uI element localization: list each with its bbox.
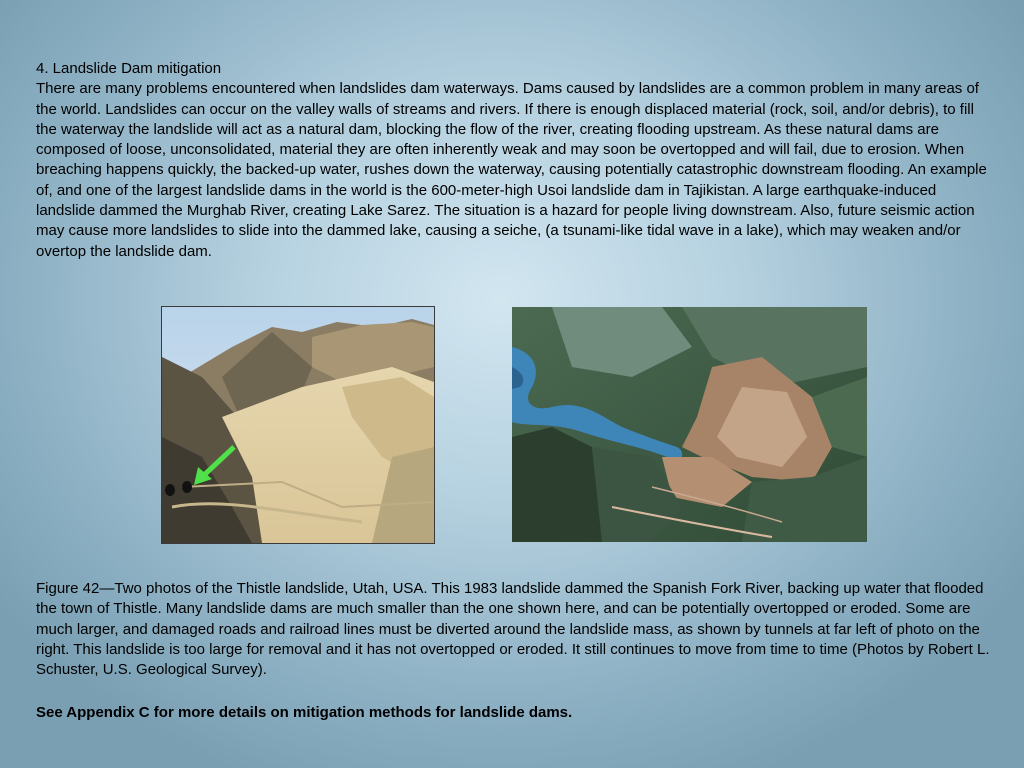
section-body: There are many problems encountered when landslides dam waterways. Dams caused by landslides are a common problem in many areas of the world. Landslides can occur on the valley walls of streams and rivers. If there is enough displaced material (rock, soil, and/or debris), to fill the waterway the landslide will act as a natural dam, blocking the flow of the river, creating flooding upstream. As these natural dams are composed of loose, unconsolidated, material they are often inherently weak and may soon be overtopped and will fail, due to erosion. When breaching happens quickly, the backed-up water, rushes down the waterway, causing potentially catastrophic downstream flooding. An example of, and one of the largest landslide dams in the world is the 600-meter-high Usoi landslide dam in Tajikistan. A large earthquake-induced landslide dammed the Murghab River, creating Lake Sarez. The situation is a hazard for people living downstream. Also, future seismic action may cause more landslides to slide into the dammed lake, causing a seiche, (a tsunami-like tidal wave in a lake), which may weaken and/or overtop the landslide dam.: [36, 80, 987, 260]
section-text: [36, 59, 998, 262]
landslide-dammed-lake-aerial-photo: [512, 307, 867, 542]
appendix-note: See Appendix C for more details on mitigation methods for landslide dams.: [36, 704, 573, 721]
figure-caption: Figure 42—Two photos of the Thistle landslide, Utah, USA. This 1983 landslide dammed the Spanish Fork River, backing up water that flooded the town of Thistle. Many landslide dams are much smaller than the one shown here, and can be potentially overtopped or eroded. Some are much larger, and damaged roads and railroad lines must be diverted around the landslide mass, as shown by tunnels at far left of photo on the right. This landslide is too large for removal and it has not overtopped or eroded. It still continues to move from time to time (Photos by Robert L. Schuster, U.S. Geological Survey).: [36, 580, 990, 679]
landslide-tunnels-photo: [161, 306, 435, 544]
section-heading: 4. Landslide Dam mitigation: [36, 60, 222, 77]
